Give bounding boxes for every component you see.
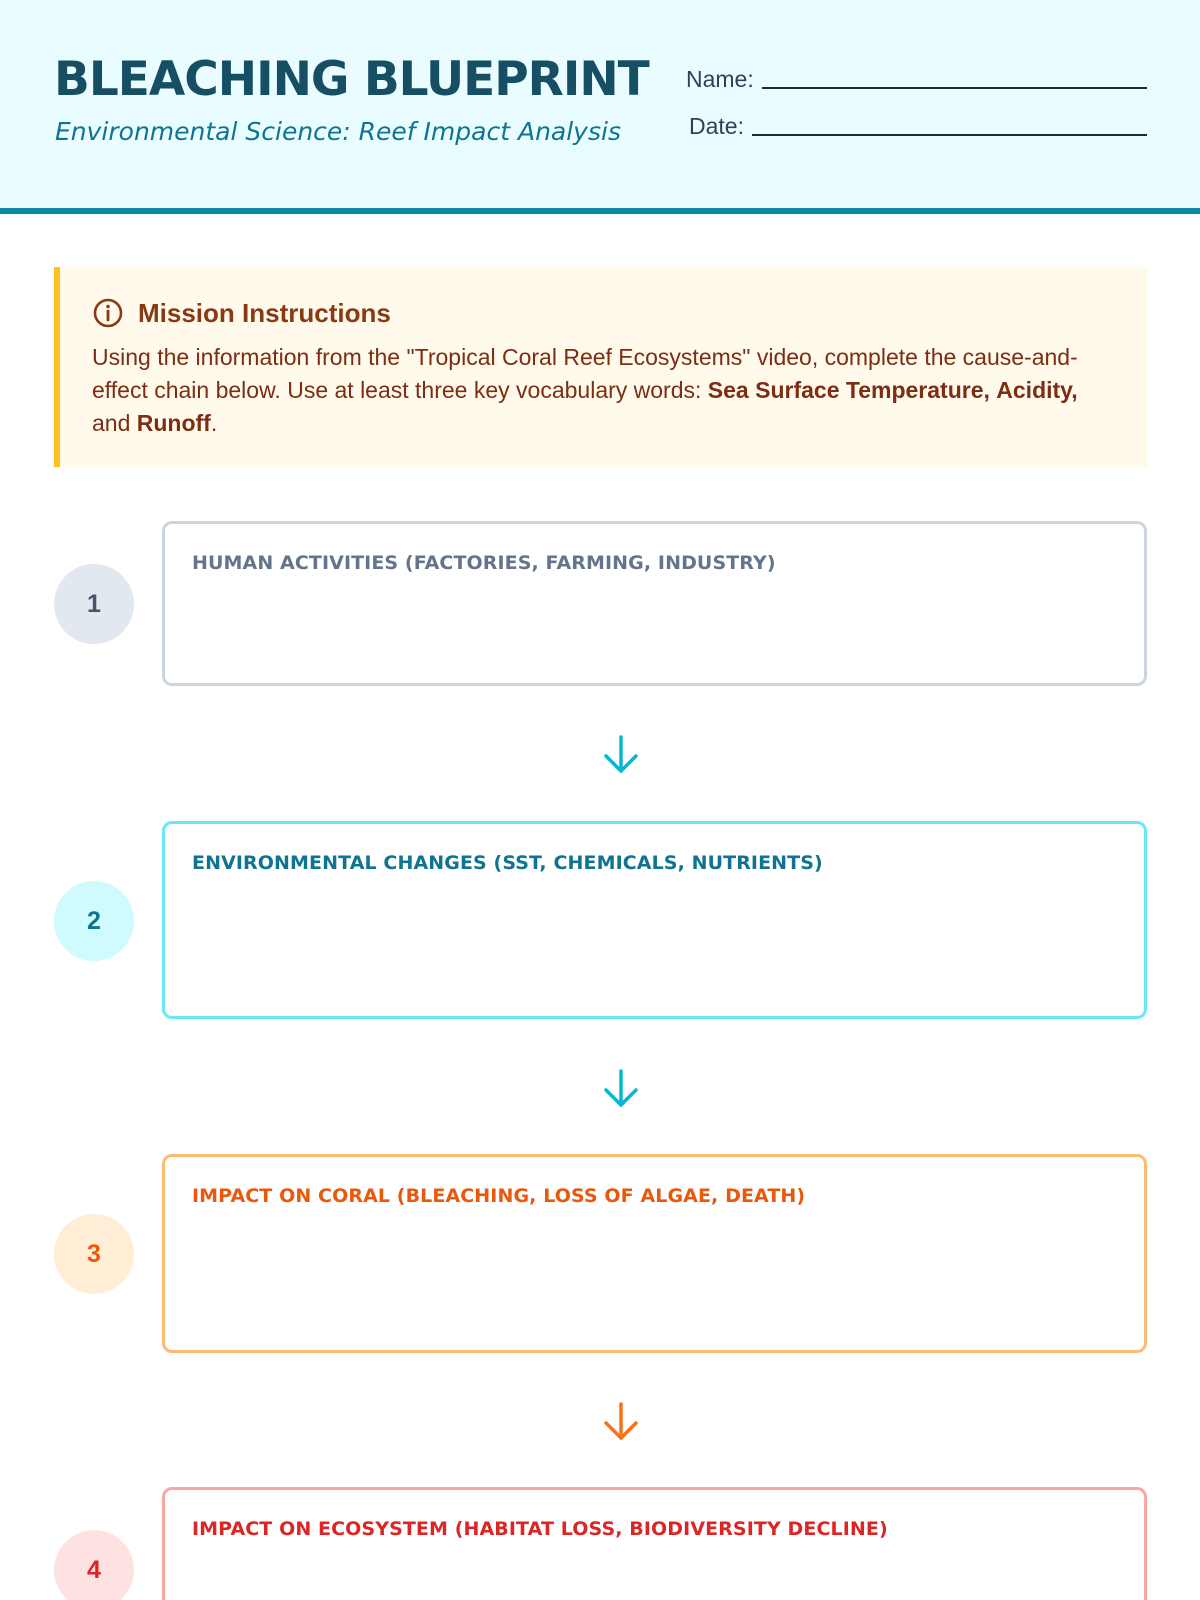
date-line[interactable] (752, 134, 1147, 136)
worksheet-header (0, 0, 1200, 214)
instructions-connector: and (92, 410, 137, 436)
instructions-text-after: . (210, 410, 218, 436)
name-label: Name: (686, 66, 754, 92)
name-field[interactable] (686, 66, 1147, 93)
vocab-term-sst: Sea Surface Temperature, (707, 377, 990, 403)
date-field[interactable] (689, 113, 1147, 140)
page-title: BLEACHING BLUEPRINT (54, 52, 649, 107)
step-number-badge: 1 (54, 564, 134, 644)
step-label: IMPACT ON ECOSYSTEM (HABITAT LOSS, BIODIVERSITY DECLINE) (192, 1518, 888, 1540)
name-line[interactable] (762, 87, 1147, 89)
date-label: Date: (689, 113, 744, 139)
instructions-box (54, 267, 1147, 467)
step-answer-box[interactable] (162, 1154, 1147, 1353)
step-answer-box[interactable] (162, 521, 1147, 686)
step-label: HUMAN ACTIVITIES (FACTORIES, FARMING, INDUSTRY) (192, 552, 776, 574)
step-answer-box[interactable] (162, 1487, 1147, 1600)
arrow-down-icon (601, 733, 641, 777)
vocab-term-runoff: Runoff (136, 410, 211, 436)
step-answer-box[interactable] (162, 821, 1147, 1019)
arrow-down-icon (601, 1400, 641, 1444)
step-number-badge: 3 (54, 1214, 134, 1294)
instructions-text (92, 341, 1117, 440)
step-number-badge: 4 (54, 1530, 134, 1600)
arrow-down-icon (601, 1067, 641, 1111)
page-subtitle: Environmental Science: Reef Impact Analysis (55, 117, 621, 146)
step-label: IMPACT ON CORAL (BLEACHING, LOSS OF ALGAE, DEATH) (192, 1185, 806, 1207)
step-number-badge: 2 (54, 881, 134, 961)
vocab-term-acidity: Acidity, (996, 377, 1078, 403)
instructions-text-before: Using the information from the "Tropical Coral Reef Ecosystems" video, complete the cause-and-effect chain below. Use at least three key vocabulary words: (92, 344, 1078, 403)
step-label: ENVIRONMENTAL CHANGES (SST, CHEMICALS, NUTRIENTS) (192, 852, 823, 874)
info-icon (92, 297, 124, 329)
instructions-heading: Mission Instructions (138, 297, 391, 328)
instructions-heading-row (92, 297, 1117, 329)
